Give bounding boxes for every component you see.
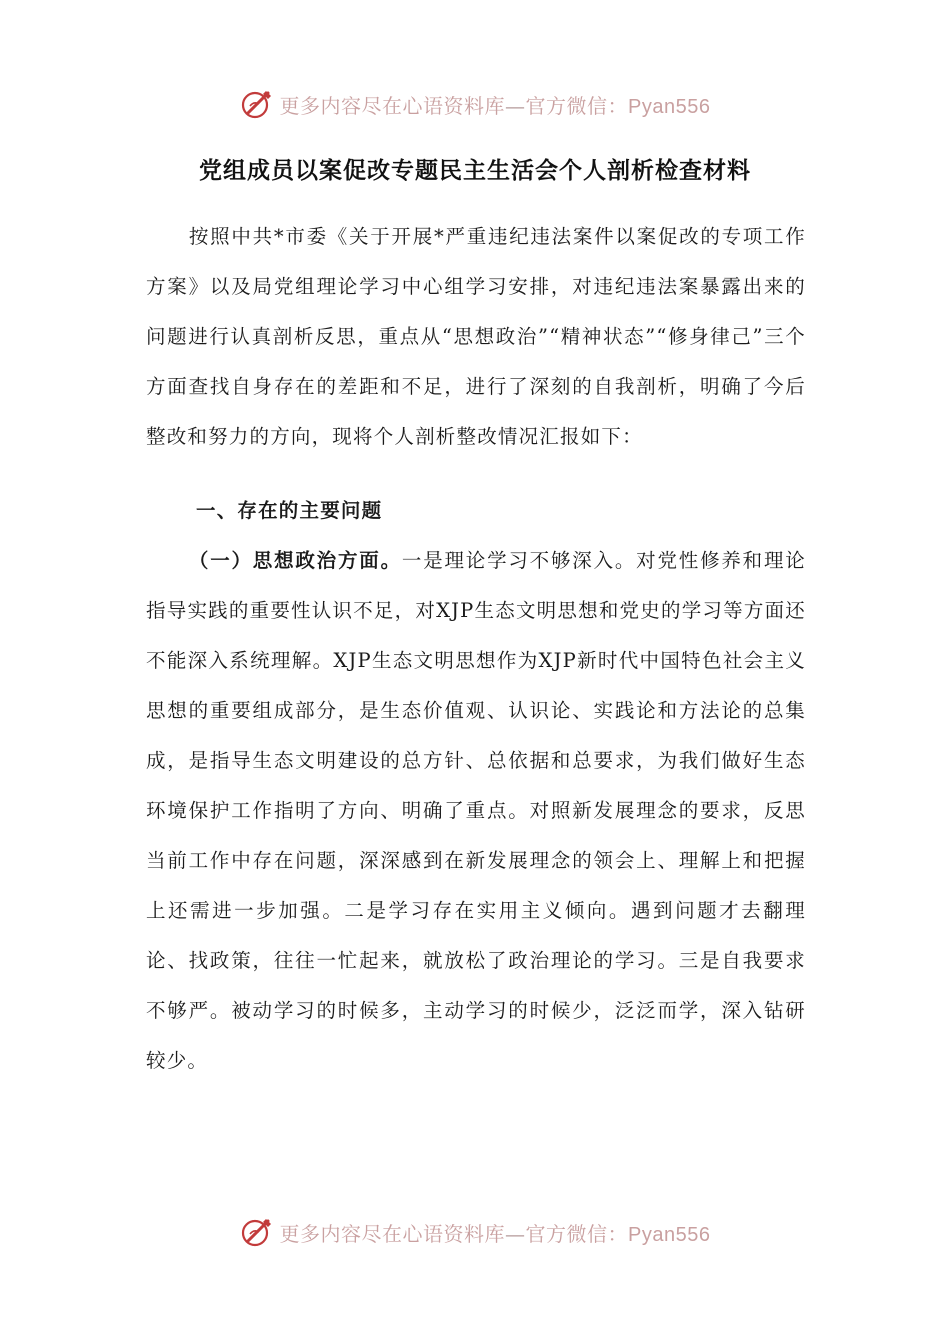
- watermark-separator: —: [505, 93, 526, 118]
- watermark-contact-id: Pyan556: [628, 95, 711, 118]
- watermark-site-text: 更多内容尽在心语资料库: [279, 93, 506, 118]
- spacer: [146, 462, 806, 474]
- subsection-lead: （一）思想政治方面。: [188, 549, 402, 572]
- watermark-text: [280, 90, 711, 119]
- watermark-text: [280, 1218, 711, 1247]
- watermark-separator: —: [505, 1221, 526, 1246]
- watermark-banner-top: [0, 84, 950, 124]
- pen-logo-icon: [240, 1215, 274, 1249]
- document-body: [146, 212, 806, 1086]
- section-heading: 一、存在的主要问题: [196, 499, 383, 522]
- document-title: 党组成员以案促改专题民主生活会个人剖析检查材料: [199, 158, 751, 184]
- intro-paragraph: 按照中共*市委《关于开展*严重违纪违法案件以案促改的专项工作方案》以及局党组理论学习中心组学习安排，对违纪违法案暴露出来的问题进行认真剖析反思，重点从“思想政治”“精神状态”“修身律己”三个方面查找自身存在的差距和不足，进行了深刻的自我剖析，明确了今后整改和努力的方向，现将个人剖析整改情况汇报如下：: [146, 225, 806, 448]
- subsection-body: 一是理论学习不够深入。对党性修养和理论指导实践的重要性认识不足，对XJP生态文明思想和党史的学习等方面还不能深入系统理解。XJP生态文明思想作为XJP新时代中国特色社会主义思想的重要组成部分，是生态价值观、认识论、实践论和方法论的总集成，是指导生态文明建设的总方针、总依据和总要求，为我们做好生态环境保护工作指明了方向、明确了重点。对照新发展理念的要求，反思当前工作中存在问题，深深感到在新发展理念的领会上、理解上和把握上还需进一步加强。二是学习存在实用主义倾向。遇到问题才去翻理论、找政策，往往一忙起来，就放松了政治理论的学习。三是自我要求不够严。被动学习的时候多，主动学习的时候少，泛泛而学，深入钻研较少。: [146, 549, 806, 1072]
- watermark-contact-label: 官方微信：: [525, 1221, 629, 1246]
- watermark-contact-label: 官方微信：: [525, 93, 629, 118]
- watermark-contact-id: Pyan556: [628, 1223, 711, 1246]
- watermark-site-text: 更多内容尽在心语资料库: [279, 1221, 506, 1246]
- subsection-paragraph: [146, 536, 806, 1086]
- watermark-banner-bottom: [0, 1212, 950, 1252]
- pen-logo-icon: [240, 87, 274, 121]
